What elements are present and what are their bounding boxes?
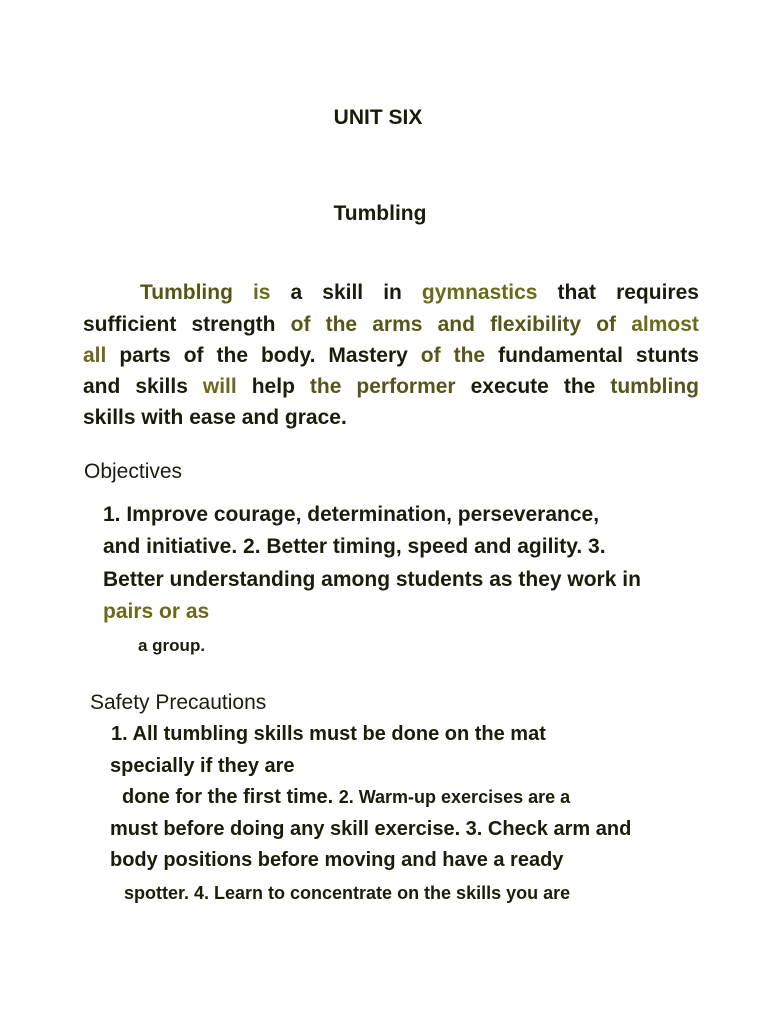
intro-word: arms: [372, 313, 423, 336]
intro-word: the: [563, 375, 596, 398]
objective-line-3: Better understanding among students as they work in: [103, 568, 641, 591]
intro-word: of: [183, 344, 204, 367]
intro-line-3: [83, 344, 699, 368]
intro-line-4: [83, 375, 699, 399]
intro-word: a: [290, 281, 303, 304]
intro-word: tumbling: [610, 375, 699, 398]
intro-word: help: [251, 375, 295, 398]
intro-word: will: [202, 375, 237, 398]
section-title: Tumbling: [333, 202, 427, 225]
intro-word: sufficient: [83, 313, 177, 336]
intro-word: the: [216, 344, 248, 367]
safety-line-3: [122, 786, 570, 809]
intro-word: skill: [322, 281, 364, 304]
intro-word: performer: [356, 375, 456, 398]
objective-line-5: a group.: [138, 636, 206, 655]
intro-line-2: [83, 313, 699, 337]
intro-word: almost: [631, 313, 699, 336]
intro-word: requires: [616, 281, 699, 304]
safety-heading: Safety Precautions: [90, 691, 267, 714]
intro-word: skills: [135, 375, 188, 398]
intro-word: all: [83, 344, 107, 367]
intro-word: Tumbling: [140, 281, 233, 304]
intro-word: and: [83, 375, 121, 398]
intro-word: in: [383, 281, 402, 304]
intro-word: of: [596, 313, 617, 336]
intro-line-1: [140, 281, 699, 305]
intro-word: flexibility: [490, 313, 582, 336]
intro-word: is: [252, 281, 271, 304]
intro-word: of: [420, 344, 441, 367]
safety-line-3-part-a: done for the first time.: [122, 786, 339, 808]
intro-word: gymnastics: [421, 281, 538, 304]
intro-word: the: [453, 344, 486, 367]
objectives-heading: Objectives: [84, 460, 183, 483]
intro-word: stunts: [635, 344, 699, 367]
intro-word: Mastery: [328, 344, 408, 367]
safety-line-1: 1. All tumbling skills must be done on the mat: [111, 723, 546, 745]
objective-line-4: pairs or as: [103, 600, 210, 623]
intro-word: parts: [119, 344, 171, 367]
intro-word: strength: [191, 313, 276, 336]
intro-word: body.: [260, 344, 316, 367]
intro-word: and: [437, 313, 475, 336]
intro-word: fundamental: [498, 344, 623, 367]
safety-line-6: spotter. 4. Learn to concentrate on the skills you are: [124, 883, 571, 903]
safety-line-3-part-b: 2. Warm-up exercises are a: [338, 787, 571, 807]
objective-line-1: 1. Improve courage, determination, perseverance,: [103, 503, 600, 526]
intro-word: execute: [470, 375, 549, 398]
safety-line-4: must before doing any skill exercise. 3. Check arm and: [110, 818, 632, 840]
intro-word: that: [557, 281, 597, 304]
unit-title: UNIT SIX: [333, 106, 423, 129]
safety-line-2: specially if they are: [110, 755, 295, 777]
intro-word: the: [325, 313, 358, 336]
safety-line-5: body positions before moving and have a ready: [110, 849, 564, 871]
intro-line-5: skills with ease and grace.: [83, 406, 347, 429]
intro-word: of: [290, 313, 311, 336]
intro-word: the: [309, 375, 342, 398]
objective-line-2: and initiative. 2. Better timing, speed and agility. 3.: [103, 535, 606, 558]
